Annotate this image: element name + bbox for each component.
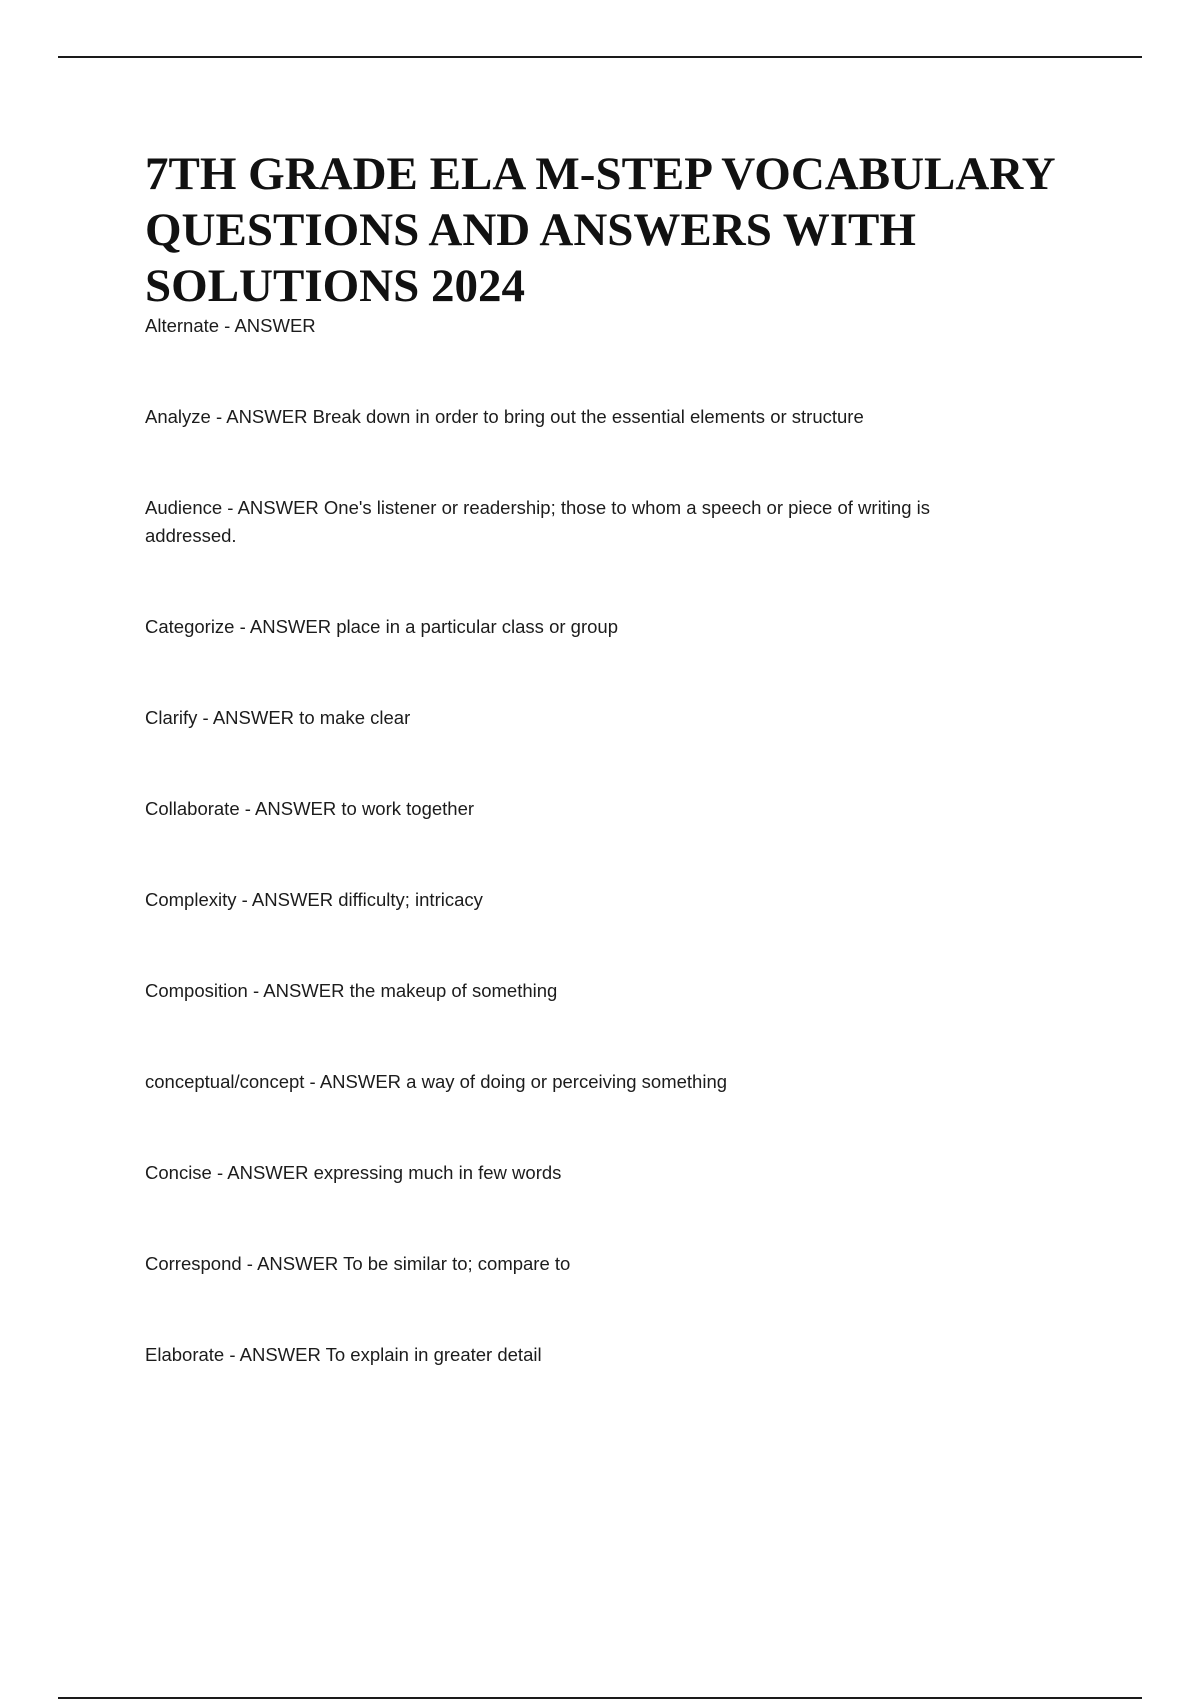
vocabulary-entry: Categorize - ANSWER place in a particular class or group [145, 616, 618, 637]
vocabulary-entry: Composition - ANSWER the makeup of something [145, 980, 558, 1001]
vocabulary-entry: Concise - ANSWER expressing much in few words [145, 1162, 562, 1183]
vocabulary-entry: Audience - ANSWER One's listener or readership; those to whom a speech or piece of writing is addressed. [145, 497, 931, 546]
vocabulary-entry: Correspond - ANSWER To be similar to; compare to [145, 1253, 571, 1274]
top-rule [58, 56, 1142, 58]
vocabulary-entry: Collaborate - ANSWER to work together [145, 798, 475, 819]
vocabulary-entry: Elaborate - ANSWER To explain in greater detail [145, 1344, 542, 1365]
bottom-rule [58, 1697, 1142, 1699]
vocabulary-entry: Alternate - ANSWER [145, 315, 316, 336]
document-title: 7TH GRADE ELA M-STEP VOCABULARY QUESTIONS AND ANSWERS WITH SOLUTIONS 2024 [145, 148, 1054, 312]
vocabulary-entry: Clarify - ANSWER to make clear [145, 707, 411, 728]
vocabulary-entry: Analyze - ANSWER Break down in order to bring out the essential elements or structure [145, 406, 864, 427]
vocabulary-entry: conceptual/concept - ANSWER a way of doing or perceiving something [145, 1071, 728, 1092]
vocabulary-entry: Complexity - ANSWER difficulty; intricacy [145, 889, 483, 910]
